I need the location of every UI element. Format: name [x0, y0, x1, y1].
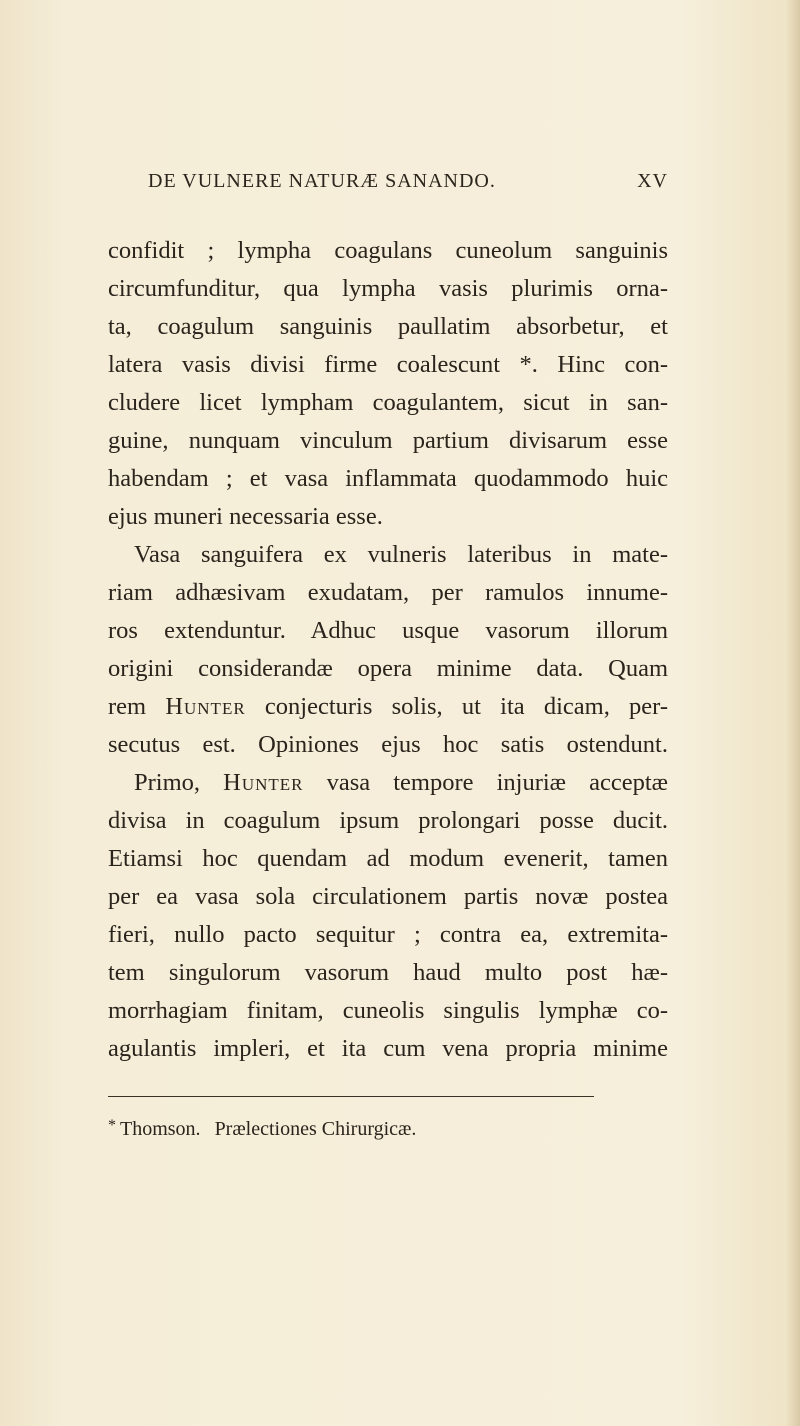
footnote-work: Prælectiones Chirurgicæ.: [214, 1118, 417, 1140]
text-fragment: vasa tempore injuriæ acceptæ: [326, 769, 669, 796]
text-line: fieri, nullo pacto sequitur ; contra ea, extremita-: [108, 921, 668, 948]
footnote-rule: [108, 1096, 594, 1097]
text-line: riam adhæsivam exudatam, per ramulos innume-: [108, 579, 668, 606]
author-name-hunter: Hunter: [223, 769, 304, 796]
footnote-mark: *: [108, 1117, 116, 1134]
text-line: habendam ; et vasa inflammata quodammodo huic: [108, 465, 668, 492]
author-name-hunter: Hunter: [165, 693, 246, 720]
body-text: [108, 232, 668, 1068]
page-edge-shadow: [786, 0, 800, 1426]
text-line: divisa in coagulum ipsum prolongari posse ducit.: [108, 807, 668, 834]
text-line: ta, coagulum sanguinis paullatim absorbetur, et: [108, 313, 668, 340]
text-line: circumfunditur, qua lympha vasis plurimis orna-: [108, 275, 668, 302]
running-title: DE VULNERE NATURÆ SANANDO.: [148, 170, 496, 192]
footnote-author: Thomson.: [120, 1118, 201, 1140]
text-line: [108, 688, 668, 726]
text-line: guine, nunquam vinculum partium divisarum esse: [108, 427, 668, 454]
text-line: [108, 764, 668, 802]
text-fragment: conjecturis solis, ut ita dicam, per-: [264, 693, 669, 720]
text-line: morrhagiam finitam, cuneolis singulis lymphæ co-: [108, 997, 668, 1024]
text-fragment: Primo,: [134, 769, 201, 796]
text-line: cludere licet lympham coagulantem, sicut in san-: [108, 389, 668, 416]
text-line: latera vasis divisi firme coalescunt *. Hinc con-: [108, 351, 668, 378]
footnote: [108, 1112, 628, 1143]
text-line: confidit ; lympha coagulans cuneolum sanguinis: [108, 237, 668, 264]
text-line: secutus est. Opiniones ejus hoc satis ostendunt.: [108, 731, 668, 758]
text-fragment: rem: [108, 693, 147, 720]
text-line: Vasa sanguifera ex vulneris lateribus in mate-: [134, 541, 668, 568]
text-line: Etiamsi hoc quendam ad modum evenerit, tamen: [108, 845, 668, 872]
text-line: tem singulorum vasorum haud multo post hæ-: [108, 959, 668, 986]
running-head: [108, 170, 668, 200]
page-number: XV: [637, 170, 668, 192]
text-line: per ea vasa sola circulationem partis novæ postea: [108, 883, 668, 910]
text-line: agulantis impleri, et ita cum vena propria minime: [108, 1035, 668, 1062]
text-line: ejus muneri necessaria esse.: [108, 503, 383, 530]
text-line: ros extenduntur. Adhuc usque vasorum illorum: [108, 617, 668, 644]
text-line: origini considerandæ opera minime data. Quam: [108, 655, 668, 682]
